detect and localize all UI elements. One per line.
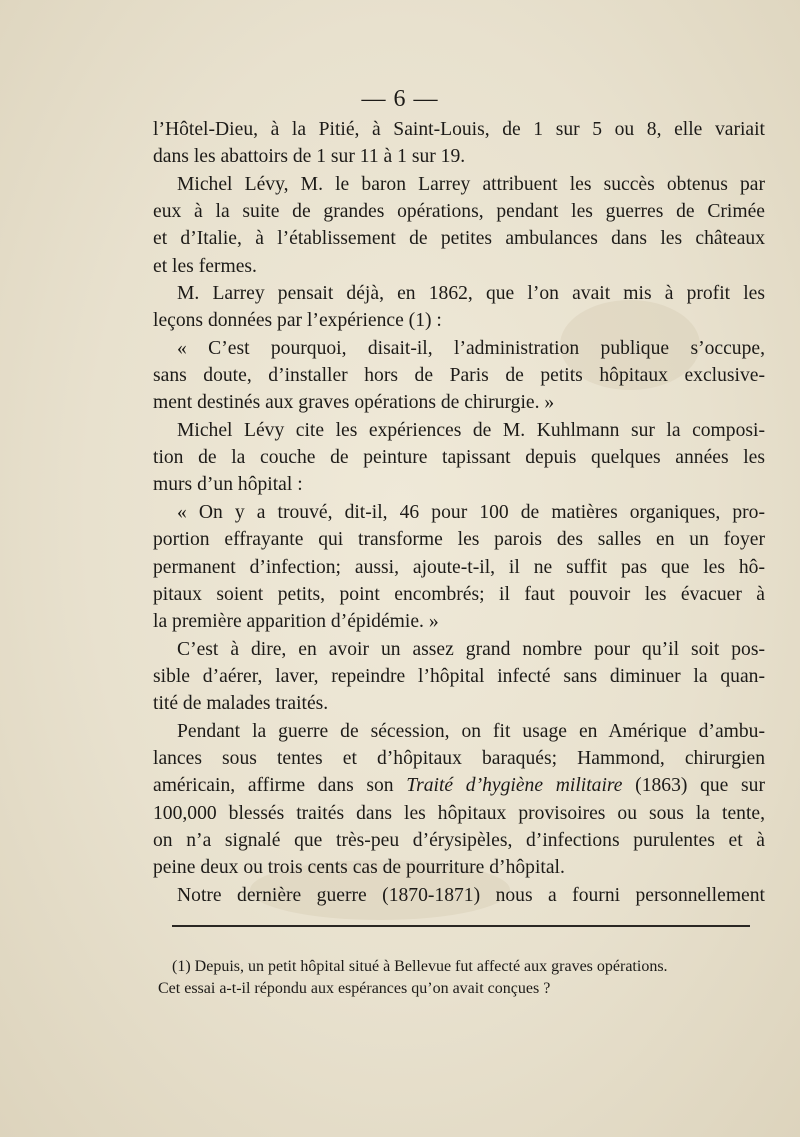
text-line: C’est à dire, en avoir un assez grand nombre pour qu’il soit pos- (177, 638, 765, 660)
text-line: « On y a trouvé, dit-il, 46 pour 100 de matières organiques, pro- (177, 501, 765, 523)
text-line: on n’a signalé que très-peu d’érysipèles, d’infections purulentes et à (153, 829, 765, 851)
footnotes (158, 956, 758, 1000)
text-line: portion effrayante qui transforme les parois des salles en un foyer (153, 529, 765, 551)
footnote-line: (1) Depuis, un petit hôpital situé à Bellevue fut affecté aux graves opérations. (172, 958, 668, 975)
text-line: murs d’un hôpital : (153, 474, 303, 496)
text-line: « C’est pourquoi, disait-il, l’administration publique s’occupe, (177, 337, 765, 359)
text-line: dans les abattoirs de 1 sur 11 à 1 sur 19. (153, 146, 466, 168)
text-line: Pendant la guerre de sécession, on fit usage en Amérique d’ambu- (177, 720, 765, 742)
text-line: M. Larrey pensait déjà, en 1862, que l’on avait mis à profit les (177, 283, 765, 305)
text-line: la première apparition d’épidémie. » (153, 611, 439, 633)
text-line-segment: (1863) que sur (635, 775, 766, 797)
text-line: tion de la couche de peinture tapissant depuis quelques années les (153, 447, 765, 469)
body-text (153, 116, 765, 909)
text-line: permanent d’infection; aussi, ajoute-t-il, il ne suffit pas que les hô- (153, 556, 765, 578)
text-line: l’Hôtel-Dieu, à la Pitié, à Saint-Louis, de 1 sur 5 ou 8, elle variait (153, 119, 765, 140)
text-line: et d’Italie, à l’établissement de petites ambulances dans les châteaux (153, 228, 765, 250)
text-line (153, 772, 765, 799)
text-line: ment destinés aux graves opérations de chirurgie. » (153, 392, 555, 414)
text-line: Michel Lévy, M. le baron Larrey attribuent les succès obtenus par (177, 173, 765, 195)
text-line: Michel Lévy cite les expériences de M. Kuhlmann sur la composi- (177, 419, 765, 441)
text-line: pitaux soient petits, point encombrés; il faut pouvoir les évacuer à (153, 583, 765, 605)
text-line: et les fermes. (153, 255, 257, 277)
text-line: eux à la suite de grandes opérations, pendant les guerres de Crimée (153, 201, 765, 223)
book-title: Traité d’hygiène militaire (406, 775, 623, 797)
text-line: lances sous tentes et d’hôpitaux baraqués; Hammond, chirurgien (153, 747, 765, 769)
text-line: peine deux ou trois cents cas de pourriture d’hôpital. (153, 857, 565, 879)
text-line-segment: américain, affirme dans son (153, 775, 394, 797)
text-line: 100,000 blessés traités dans les hôpitaux provisoires ou sous la tente, (153, 802, 765, 824)
footnote-line: Cet essai a-t-il répondu aux espérances qu’on avait conçues ? (158, 980, 551, 997)
text-line: sans doute, d’installer hors de Paris de petits hôpitaux exclusive- (153, 365, 765, 387)
text-line: sible d’aérer, laver, repeindre l’hôpital infecté sans diminuer la quan- (153, 665, 765, 687)
footnote-divider (172, 925, 750, 927)
text-line: Notre dernière guerre (1870-1871) nous a fourni personnellement (177, 884, 765, 906)
text-line: tité de malades traités. (153, 693, 329, 715)
text-line: leçons données par l’expérience (1) : (153, 310, 442, 332)
page-number: — 6 — (361, 86, 439, 112)
